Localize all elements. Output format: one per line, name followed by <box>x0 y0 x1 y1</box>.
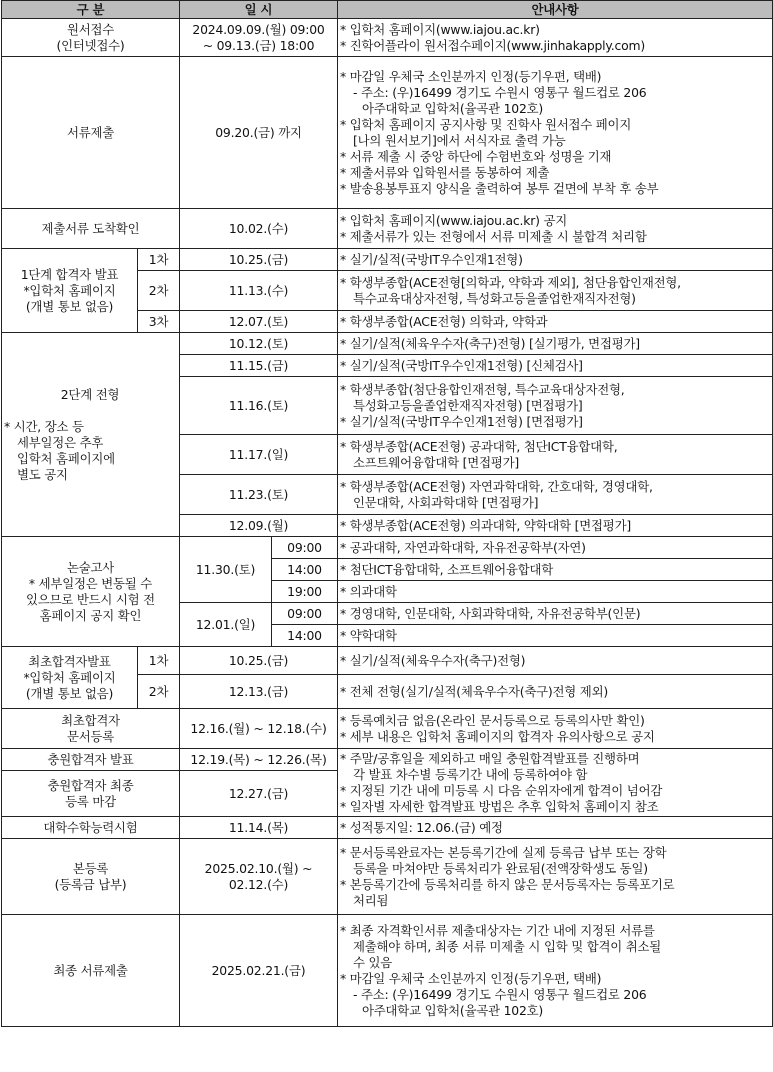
notes-cell: * 최종 자격확인서류 제출대상자는 기간 내에 지정된 서류를 제출해야 하며, 최종 서류 미제출 시 입학 및 합격이 취소될 수 있음 * 마감일 우체국 소인분까지 인정(등기우편, 택배) - 주소: (우)16499 경기도 수원시 영통구 월드컵로 206 아주대학교 입학처(율곡관 102호) <box>338 915 773 1027</box>
round-cell: 1차 <box>138 647 180 675</box>
notes-cell: * 마감일 우체국 소인분까지 인정(등기우편, 택배) - 주소: (우)16499 경기도 수원시 영통구 월드컵로 206 아주대학교 입학처(율곡관 102호) * 입학처 홈페이지 공지사항 및 진학사 원서접수 페이지 [나의 원서보기]에서 서식자료 출력 가능 * 서류 제출 시 중앙 하단에 수험번호와 성명을 기재 * 제출서류와 입학원서를 동봉하여 제출 * 발송용봉투표지 양식을 출력하여 봉투 겉면에 부착 후 송부 <box>338 57 773 209</box>
category-cell: 대학수학능력시험 <box>2 817 180 839</box>
notes-cell: * 의과대학 <box>338 581 773 603</box>
category-cell: 최초합격자 문서등록 <box>2 709 180 749</box>
date-cell: 12.13.(금) <box>180 675 338 709</box>
date-cell: 12.27.(금) <box>180 771 338 817</box>
time-cell: 09:00 <box>272 603 338 625</box>
header-category: 구 분 <box>2 1 180 19</box>
notes-cell: * 학생부종합(ACE전형) 자연과학대학, 간호대학, 경영대학, 인문대학, 사회과학대학 [면접평가] <box>338 475 773 515</box>
date-cell: 10.25.(금) <box>180 647 338 675</box>
date-cell: 11.23.(토) <box>180 475 338 515</box>
row-csat <box>2 817 773 839</box>
time-cell: 14:00 <box>272 559 338 581</box>
category-cell: 본등록 (등록금 납부) <box>2 839 180 915</box>
row-application <box>2 19 773 57</box>
notes-cell: * 학생부종합(첨단융합인재전형, 특수교육대상자전형, 특성화고등을졸업한재직자전형) [면접평가] * 실기/실적(국방IT우수인재1전형) [면접평가] <box>338 377 773 435</box>
round-cell: 2차 <box>138 271 180 311</box>
notes-cell: * 약학대학 <box>338 625 773 647</box>
notes-cell: * 학생부종합(ACE전형[의학과, 약학과 제외], 첨단융합인재전형, 특수교육대상자전형, 특성화고등을졸업한재직자전형) <box>338 271 773 311</box>
notes-cell: * 경영대학, 인문대학, 사회과학대학, 자유전공학부(인문) <box>338 603 773 625</box>
row-final-registration <box>2 839 773 915</box>
round-cell: 3차 <box>138 311 180 333</box>
notes-cell: * 실기/실적(체육우수자(축구)전형) <box>338 647 773 675</box>
notes-cell: * 문서등록완료자는 본등록기간에 실제 등록금 납부 또는 장학 등록을 마쳐야만 등록처리가 완료됨(전액장학생도 동일) * 본등록기간에 등록처리를 하지 않은 문서등록자는 등록포기로 처리됨 <box>338 839 773 915</box>
row-arrival-check <box>2 209 773 249</box>
date-cell: 11.17.(일) <box>180 435 338 475</box>
admission-schedule-table <box>1 0 773 1027</box>
header-notes: 안내사항 <box>338 1 773 19</box>
category-cell: 최초합격자발표 *입학처 홈페이지 (개별 통보 없음) <box>2 647 138 709</box>
date-cell: 10.12.(토) <box>180 333 338 355</box>
date-cell: 10.02.(수) <box>180 209 338 249</box>
date-cell: 11.30.(토) <box>180 537 272 603</box>
date-cell: 2025.02.21.(금) <box>180 915 338 1027</box>
round-cell: 1차 <box>138 249 180 271</box>
date-cell: 12.19.(목) ~ 12.26.(목) <box>180 749 338 771</box>
category-cell: 제출서류 도착확인 <box>2 209 180 249</box>
time-cell: 19:00 <box>272 581 338 603</box>
date-cell: 10.25.(금) <box>180 249 338 271</box>
date-cell: 11.15.(금) <box>180 355 338 377</box>
header-row <box>2 1 773 19</box>
date-cell: 12.09.(월) <box>180 515 338 537</box>
time-cell: 09:00 <box>272 537 338 559</box>
date-cell: 12.16.(월) ~ 12.18.(수) <box>180 709 338 749</box>
row-final-documents <box>2 915 773 1027</box>
category-cell: 원서접수 (인터넷접수) <box>2 19 180 57</box>
date-cell: 2025.02.10.(월) ~ 02.12.(수) <box>180 839 338 915</box>
notes-cell: * 실기/실적(국방IT우수인재1전형) [신체검사] <box>338 355 773 377</box>
date-cell: 11.13.(수) <box>180 271 338 311</box>
date-cell: 2024.09.09.(월) 09:00 ~ 09.13.(금) 18:00 <box>180 19 338 57</box>
category-cell: 서류제출 <box>2 57 180 209</box>
notes-cell: * 등록예치금 없음(온라인 문서등록으로 등록의사만 확인) * 세부 내용은 입학처 홈페이지의 합격자 유의사항으로 공지 <box>338 709 773 749</box>
category-cell: 충원합격자 최종 등록 마감 <box>2 771 180 817</box>
category-cell: 1단계 합격자 발표 *입학처 홈페이지 (개별 통보 없음) <box>2 249 138 333</box>
notes-cell: * 실기/실적(체육우수자(축구)전형) [실기평가, 면접평가] <box>338 333 773 355</box>
header-date: 일 시 <box>180 1 338 19</box>
notes-cell: * 학생부종합(ACE전형) 공과대학, 첨단ICT융합대학, 소프트웨어융합대학 [면접평가] <box>338 435 773 475</box>
notes-cell: * 전체 전형(실기/실적(체육우수자(축구)전형 제외) <box>338 675 773 709</box>
row-first-registration <box>2 709 773 749</box>
notes-cell: * 실기/실적(국방IT우수인재1전형) <box>338 249 773 271</box>
row-additional-pass <box>2 749 773 771</box>
row-first-pass-1 <box>2 647 773 675</box>
row-stage1-first <box>2 249 773 271</box>
notes-cell: * 주말/공휴일을 제외하고 매일 충원합격발표를 진행하며 각 발표 차수별 등록기간 내에 등록하여야 함 * 지정된 기간 내에 미등록 시 다음 순위자에게 합격이 넘어감 * 일자별 자세한 합격발표 방법은 추후 입학처 홈페이지 참조 <box>338 749 773 817</box>
round-cell: 2차 <box>138 675 180 709</box>
date-cell: 11.14.(목) <box>180 817 338 839</box>
category-cell: 논술고사 * 세부일정은 변동될 수 있으므로 반드시 시험 전 홈페이지 공지 확인 <box>2 537 180 647</box>
date-cell: 12.01.(일) <box>180 603 272 647</box>
time-cell: 14:00 <box>272 625 338 647</box>
notes-cell: * 학생부종합(ACE전형) 의학과, 약학과 <box>338 311 773 333</box>
row-document-submission <box>2 57 773 209</box>
category-cell: 충원합격자 발표 <box>2 749 180 771</box>
date-cell: 12.07.(토) <box>180 311 338 333</box>
row-essay-1 <box>2 537 773 559</box>
category-cell: 최종 서류제출 <box>2 915 180 1027</box>
notes-cell: * 성적통지일: 12.06.(금) 예정 <box>338 817 773 839</box>
notes-cell: * 첨단ICT융합대학, 소프트웨어융합대학 <box>338 559 773 581</box>
row-stage2-1 <box>2 333 773 355</box>
notes-cell: * 입학처 홈페이지(www.iajou.ac.kr) 공지 * 제출서류가 있는 전형에서 서류 미제출 시 불합격 처리함 <box>338 209 773 249</box>
date-cell: 09.20.(금) 까지 <box>180 57 338 209</box>
notes-cell: * 학생부종합(ACE전형) 의과대학, 약학대학 [면접평가] <box>338 515 773 537</box>
category-cell: 2단계 전형 * 시간, 장소 등 세부일정은 추후 입학처 홈페이지에 별도 공지 <box>2 333 180 537</box>
notes-cell: * 공과대학, 자연과학대학, 자유전공학부(자연) <box>338 537 773 559</box>
notes-cell: * 입학처 홈페이지(www.iajou.ac.kr) * 진학어플라이 원서접수페이지(www.jinhakapply.com) <box>338 19 773 57</box>
date-cell: 11.16.(토) <box>180 377 338 435</box>
